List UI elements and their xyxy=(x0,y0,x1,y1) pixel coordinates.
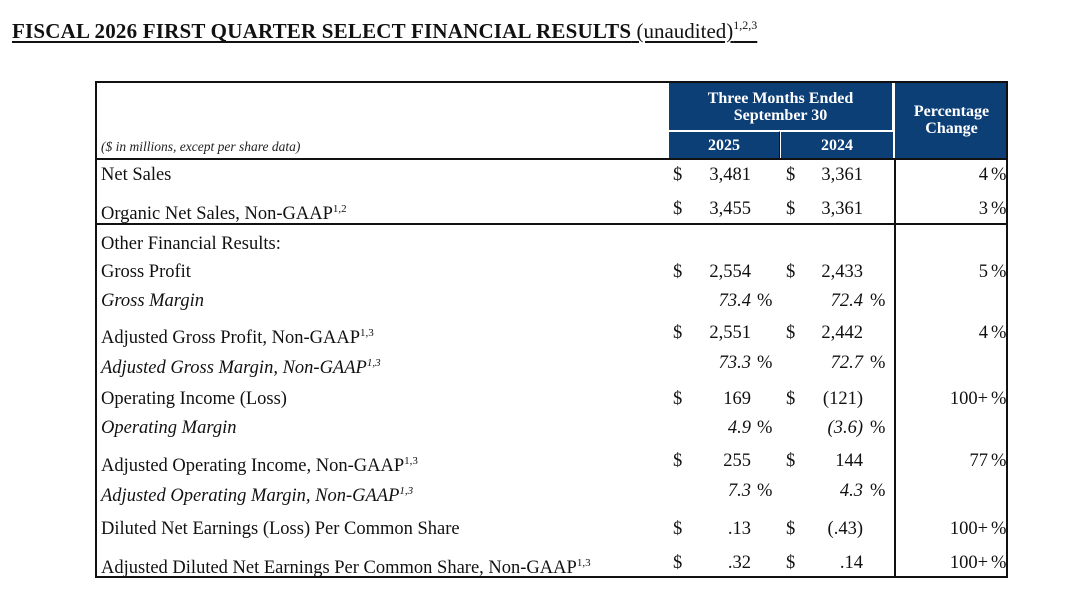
percentage-symbol: % xyxy=(991,262,1007,282)
value-2024: (121) xyxy=(822,389,863,409)
value-2024: 3,361 xyxy=(821,165,863,185)
percent-sign-2025: % xyxy=(757,418,773,438)
currency-2024: $ xyxy=(786,389,796,409)
units-note: ($ in millions, except per share data) xyxy=(101,139,301,154)
row-label: Adjusted Operating Margin, Non-GAAP$^{1,3}$ xyxy=(101,485,414,506)
currency-2024: $ xyxy=(786,165,796,185)
table-row xyxy=(97,258,1006,286)
percentage-change: 3 xyxy=(978,199,988,219)
row-label: Adjusted Diluted Net Earnings Per Common Share, Non-GAAP$^{1,3}$ xyxy=(101,557,591,578)
currency-2025: $ xyxy=(673,389,683,409)
footnote-ref: 1,3 xyxy=(404,455,418,467)
percentage-change-header xyxy=(894,83,1008,158)
row-label: Net Sales xyxy=(101,165,172,185)
percent-sign-2024: % xyxy=(870,418,886,438)
footnote-ref: 1,3 xyxy=(576,557,591,569)
table-row xyxy=(97,549,1006,577)
percentage-change: 77 xyxy=(969,451,988,471)
value-2025: 73.3 xyxy=(718,353,751,373)
percent-sign-2024: % xyxy=(870,481,886,501)
currency-2024: $ xyxy=(786,323,796,343)
percent-sign-2025: % xyxy=(757,291,773,311)
currency-2025: $ xyxy=(673,323,683,343)
value-2024: 4.3 xyxy=(839,481,863,501)
value-2025: 7.3 xyxy=(727,481,751,501)
value-2025: 169 xyxy=(723,389,751,409)
value-2024: 2,433 xyxy=(821,262,863,282)
percent-sign-2025: % xyxy=(757,481,773,501)
title-main: FISCAL 2026 FIRST QUARTER SELECT FINANCIAL RESULTS xyxy=(12,19,632,43)
currency-2025: $ xyxy=(673,262,683,282)
percentage-symbol: % xyxy=(991,165,1007,185)
currency-2024: $ xyxy=(786,519,796,539)
percentage-symbol: % xyxy=(991,323,1007,343)
period-header-line1: Three Months Ended xyxy=(707,90,854,107)
year-2024-header: 2024 xyxy=(781,131,893,158)
percent-sign-2024: % xyxy=(870,291,886,311)
value-2024: 2,442 xyxy=(821,323,863,343)
row-label: Diluted Net Earnings (Loss) Per Common Share xyxy=(101,519,460,539)
percentage-change: 4 xyxy=(978,165,988,185)
value-2025: .32 xyxy=(727,553,751,573)
percent-sign-2025: % xyxy=(757,353,773,373)
currency-2024: $ xyxy=(786,262,796,282)
row-label: Gross Margin xyxy=(101,291,204,311)
currency-2024: $ xyxy=(786,553,796,573)
value-2024: .14 xyxy=(839,553,863,573)
row-label: Operating Income (Loss) xyxy=(101,389,287,409)
value-2025: .13 xyxy=(727,519,751,539)
row-label: Adjusted Gross Profit, Non-GAAP$^{1,3}$ xyxy=(101,327,374,348)
percent-sign-2024: % xyxy=(870,353,886,373)
percentage-symbol: % xyxy=(991,553,1007,573)
footnote-ref: 1,3 xyxy=(399,485,414,497)
row-label: Gross Profit xyxy=(101,262,191,282)
document-title xyxy=(12,18,757,44)
value-2024: (.43) xyxy=(827,519,863,539)
percentage-symbol: % xyxy=(991,519,1007,539)
value-2024: (3.6) xyxy=(827,418,863,438)
row-label: Operating Margin xyxy=(101,418,237,438)
row-label: Organic Net Sales, Non-GAAP$^{1,2}$ xyxy=(101,203,347,224)
currency-2024: $ xyxy=(786,451,796,471)
table-row xyxy=(97,319,1006,347)
value-2025: 73.4 xyxy=(718,291,751,311)
value-2024: 3,361 xyxy=(821,199,863,219)
value-2025: 3,481 xyxy=(709,165,751,185)
row-label: Adjusted Operating Income, Non-GAAP$^{1,3}$ xyxy=(101,455,418,476)
value-2025: 2,554 xyxy=(709,262,751,282)
currency-2025: $ xyxy=(673,451,683,471)
table-row xyxy=(97,414,1006,442)
currency-2025: $ xyxy=(673,519,683,539)
currency-2024: $ xyxy=(786,199,796,219)
value-2024: 72.4 xyxy=(830,291,863,311)
currency-2025: $ xyxy=(673,199,683,219)
period-header xyxy=(669,83,893,130)
table-header xyxy=(97,83,1006,160)
percentage-symbol: % xyxy=(991,451,1007,471)
table-row xyxy=(97,515,1006,543)
pct-header-line1: Percentage xyxy=(913,103,990,120)
row-label: Other Financial Results: xyxy=(101,234,281,254)
table-row xyxy=(97,195,1006,223)
column-divider xyxy=(894,160,896,576)
percentage-change: 4 xyxy=(978,323,988,343)
currency-2025: $ xyxy=(673,165,683,185)
financial-results-table xyxy=(95,81,1008,578)
percentage-symbol: % xyxy=(991,199,1007,219)
percentage-change: 5 xyxy=(978,262,988,282)
value-2024: 144 xyxy=(835,451,863,471)
footnote-ref: 1,2 xyxy=(332,203,347,215)
value-2025: 2,551 xyxy=(709,323,751,343)
table-row xyxy=(97,385,1006,413)
section-divider xyxy=(97,223,1006,225)
percentage-change: 100+ xyxy=(949,389,988,409)
pct-header-line2: Change xyxy=(925,120,978,137)
value-2024: 72.7 xyxy=(830,353,863,373)
year-2025-header: 2025 xyxy=(669,131,780,158)
period-header-line2: September 30 xyxy=(733,107,828,124)
row-label: Adjusted Gross Margin, Non-GAAP$^{1,3}$ xyxy=(101,357,381,378)
percentage-symbol: % xyxy=(991,389,1007,409)
table-row xyxy=(97,447,1006,475)
footnote-ref: 1,3 xyxy=(360,327,374,339)
table-row xyxy=(97,161,1006,189)
footnote-ref: 1,3 xyxy=(366,357,381,369)
table-row xyxy=(97,349,1006,377)
percentage-change: 100+ xyxy=(949,553,988,573)
title-footnote-ref: 1,2,3 xyxy=(733,18,758,32)
currency-2025: $ xyxy=(673,553,683,573)
table-row xyxy=(97,287,1006,315)
table-row xyxy=(97,477,1006,505)
value-2025: 3,455 xyxy=(709,199,751,219)
table-row xyxy=(97,230,1006,258)
value-2025: 4.9 xyxy=(727,418,751,438)
title-unaudited: (unaudited) xyxy=(636,19,734,43)
value-2025: 255 xyxy=(723,451,751,471)
percentage-change: 100+ xyxy=(949,519,988,539)
